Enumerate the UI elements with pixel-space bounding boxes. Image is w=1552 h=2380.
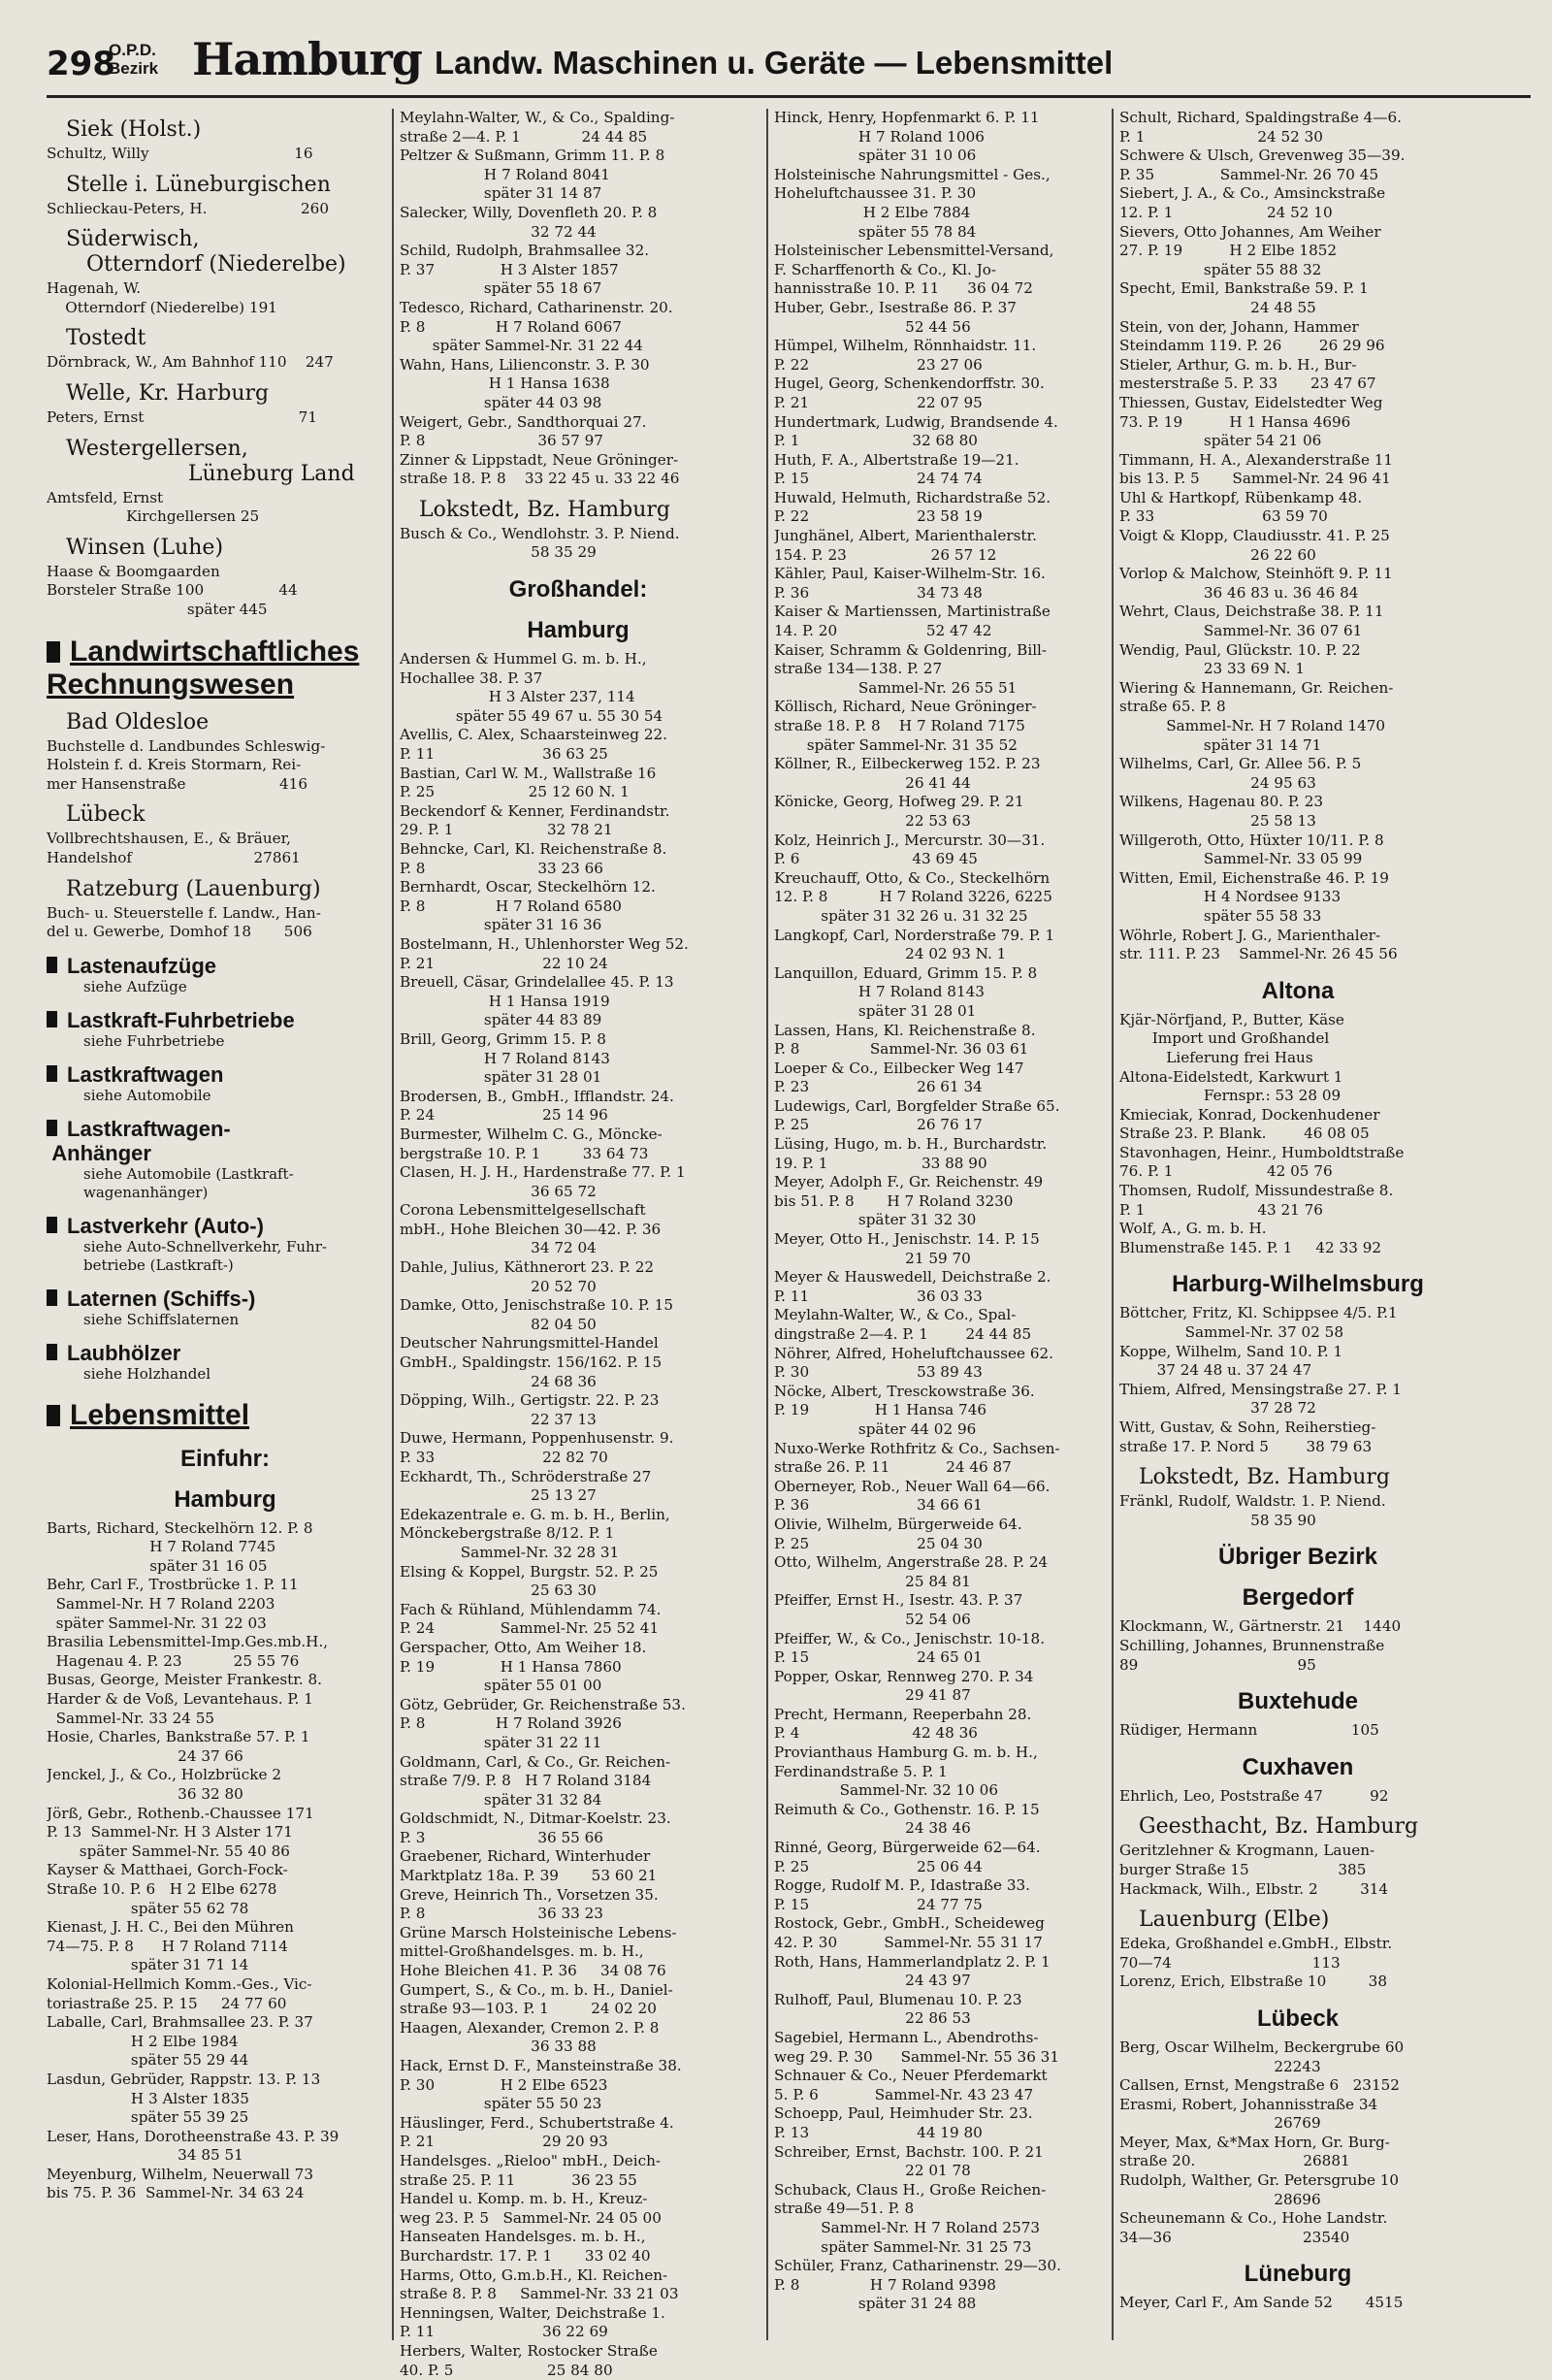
heading-text: Laubhölzer	[67, 1340, 181, 1365]
heading-text: Lastenaufzüge	[67, 953, 217, 978]
subheading: Lüneburg	[1244, 2261, 1352, 2288]
subheading: Hamburg	[527, 617, 630, 644]
square-bullet-icon	[47, 1405, 60, 1426]
square-bullet-icon	[47, 957, 57, 973]
entry-block: Kjär-Nörfjand, P., Butter, Käse Import und Großhandel Lieferung frei Haus Altona-Eidelstedt, Karkwurt 1 Fernspr.: 53 28 09 Kmieciak, Konrad, Dockenhudener Straße 23. P. Blank. 46 08 05 Stavonhagen, Heinr., Humboldtstraße 76. P. 1 42 05 76 Thomsen, Rudolf, Missundestraße 8. P. 1 43 21 76 Wolf, A., G. m. b. H. Blumenstraße 145. P. 1 42 33 92	[1119, 1010, 1405, 1256]
subheading: Übriger Bezirk	[1217, 1544, 1378, 1571]
column-1	[47, 109, 404, 2203]
entry-block: Buch- u. Steuerstelle f. Landw., Han- del u. Gewerbe, Domhof 18 506	[47, 903, 321, 941]
square-bullet-icon	[47, 1120, 57, 1136]
place-heading: Lokstedt, Bz. Hamburg	[1139, 1465, 1391, 1490]
cross-reference: siehe Schiffslaternen	[83, 1310, 240, 1328]
subheading: Altona	[1261, 977, 1335, 1004]
column-3	[774, 109, 1131, 2314]
category-heading	[47, 1062, 404, 1087]
place-heading: Geesthacht, Bz. Hamburg	[1139, 1814, 1419, 1840]
cross-reference: siehe Automobile (Lastkraft- wagenanhänger)	[83, 1164, 294, 1201]
square-bullet-icon	[47, 1289, 57, 1306]
entry-block: Berg, Oscar Wilhelm, Beckergrube 60 22243 Callsen, Ernst, Mengstraße 6 23152 Erasmi, Robert, Johannisstraße 34 26769 Meyer, Max, &*Max Horn, Gr. Burg- straße 20. 26881 Rudolph, Walther, Gr. Petersgrube 10 28696 Scheunemann & Co., Hohe Landstr. 34—36 23540	[1119, 2038, 1405, 2246]
opd-label	[109, 41, 158, 78]
square-bullet-icon	[47, 1344, 57, 1360]
heading-text: Lastverkehr (Auto-)	[67, 1213, 264, 1238]
bezirk-label: Bezirk	[109, 59, 159, 78]
subheading: Cuxhaven	[1242, 1753, 1354, 1780]
city-title: Hamburg	[192, 33, 422, 85]
place-heading: Bad Oldesloe	[66, 709, 210, 734]
entry-block: Fränkl, Rudolf, Waldstr. 1. P. Niend. 58 35 90	[1119, 1492, 1386, 1529]
entry-block: Schultz, Willy 16	[47, 145, 313, 162]
subheading: Bergedorf	[1242, 1584, 1354, 1612]
place-heading: Winsen (Luhe)	[66, 535, 224, 560]
entry-block: Meylahn-Walter, W., & Co., Spalding- straße 2—4. P. 1 24 44 85 Peltzer & Sußmann, Grimm 11. P. 8 H 7 Roland 8041 später 31 14 87 Salecker, Willy, Dovenfleth 20. P. 8 32 72 44 Schild, Rudolph, Brahmsallee 32. P. 37 H 3 Alster 1857 später 55 18 67 Tedesco, Richard, Catharinenstr. 20. P. 8 H 7 Roland 6067 später Sammel-Nr. 31 22 44 Wahn, Hans, Lilienconstr. 3. P. 30 H 1 Hansa 1638 später 44 03 98 Weigert, Gebr., Sandthorquai 27. P. 8 36 57 97 Zinner & Lippstadt, Neue Gröninger- straße 18. P. 8 33 22 45 u. 33 22 46	[400, 109, 680, 488]
column-divider	[392, 109, 394, 2340]
entry-block: Dörnbrack, W., Am Bahnhof 110 247	[47, 353, 334, 372]
entry-block: Vollbrechtshausen, E., & Bräuer, Handelshof 27861	[47, 830, 301, 866]
heading-text: Landwirtschaftliches Rechnungswesen	[47, 635, 360, 701]
entry-block: Buchstelle d. Landbundes Schleswig- Holstein f. d. Kreis Stormarn, Rei- mer Hansenstraße 416	[47, 736, 326, 793]
entry-block: Schlieckau-Peters, H. 260	[47, 199, 330, 217]
square-bullet-icon	[47, 1217, 57, 1233]
subheading: Lübeck	[1256, 2005, 1340, 2032]
square-bullet-icon	[47, 641, 60, 663]
entry-block: Peters, Ernst 71	[47, 408, 317, 426]
entry-block: Klockmann, W., Gärtnerstr. 21 1440 Schilling, Johannes, Brunnenstraße 89 95	[1119, 1617, 1402, 1674]
place-heading: Siek (Holst.)	[66, 117, 202, 142]
place-heading: Süderwisch, Otterndorf (Niederelbe)	[66, 227, 346, 277]
category-heading	[47, 954, 404, 978]
section-heading	[47, 1399, 404, 1432]
column-2	[400, 109, 757, 2380]
place-heading: Westergellersen, Lüneburg Land	[66, 436, 355, 486]
entry-block: Ehrlich, Leo, Poststraße 47 92	[1119, 1786, 1389, 1805]
cross-reference: siehe Holzhandel	[83, 1364, 211, 1383]
heading-text: Lebensmittel	[70, 1398, 250, 1431]
heading-text: Lastkraftwagen	[67, 1061, 224, 1087]
page-number: 298	[47, 45, 115, 83]
place-heading: Tostedt	[66, 326, 146, 351]
entry-block: Meyer, Carl F., Am Sande 52 4515	[1119, 2294, 1404, 2312]
entry-block: Barts, Richard, Steckelhörn 12. P. 8 H 7 Roland 7745 später 31 16 05 Behr, Carl F., Trostbrücke 1. P. 11 Sammel-Nr. H 7 Roland 2203 später Sammel-Nr. 31 22 03 Brasilia Lebensmittel-Imp.Ges.mb.H., Hagenau 4. P. 23 25 55 76 Busas, George, Meister Frankestr. 8. Harder & de Voß, Levantehaus. P. 1 Sammel-Nr. 33 24 55 Hosie, Charles, Bankstraße 57. P. 1 24 37 66 Jenckel, J., & Co., Holzbrücke 2 36 32 80 Jörß, Gebr., Rothenb.-Chaussee 171 P. 13 Sammel-Nr. H 3 Alster 171 später Sammel-Nr. 55 40 86 Kayser & Matthaei, Gorch-Fock- Straße 10. P. 6 H 2 Elbe 6278 später 55 62 78 Kienast, J. H. C., Bei den Mühren 74—75. P. 8 H 7 Roland 7114 später 31 71 14 Kolonial-Hellmich Komm.-Ges., Vic- toriastraße 25. P. 15 24 77 60 Laballe, Carl, Brahmsallee 23. P. 37 H 2 Elbe 1984 später 55 29 44 Lasdun, Gebrüder, Rappstr. 13. P. 13 H 3 Alster 1835 später 55 39 25 Leser, Hans, Dorotheenstraße 43. P. 39 34 85 51 Meyenburg, Wilhelm, Neuerwall 73 bis 75. P. 36 Sammel-Nr. 34 63 24	[47, 1518, 340, 2202]
subheading: Harburg-Wilhelmsburg	[1172, 1271, 1424, 1298]
running-title: Landw. Maschinen u. Geräte — Lebensmittel	[435, 45, 1114, 81]
place-heading: Lokstedt, Bz. Hamburg	[419, 497, 671, 522]
category-heading	[47, 1287, 404, 1311]
entry-block: Schult, Richard, Spaldingstraße 4—6. P. 1 24 52 30 Schwere & Ulsch, Grevenweg 35—39. P. 35 Sammel-Nr. 26 70 45 Siebert, J. A., & Co., Amsinckstraße 12. P. 1 24 52 10 Sievers, Otto Johannes, Am Weiher 27. P. 19 H 2 Elbe 1852 später 55 88 32 Specht, Emil, Bankstraße 59. P. 1 24 48 55 Stein, von der, Johann, Hammer Steindamm 119. P. 26 26 29 96 Stieler, Arthur, G. m. b. H., Bur- mesterstraße 5. P. 33 23 47 67 Thiessen, Gustav, Eidelstedter Weg 73. P. 19 H 1 Hansa 4696 später 54 21 06 Timmann, H. A., Alexanderstraße 11 bis 13. P. 5 Sammel-Nr. 24 96 41 Uhl & Hartkopf, Rübenkamp 48. P. 33 63 59 70 Voigt & Klopp, Claudiusstr. 41. P. 25 26 22 60 Vorlop & Malchow, Steinhöft 9. P. 11 36 46 83 u. 36 46 84 Wehrt, Claus, Deichstraße 38. P. 11 Sammel-Nr. 36 07 61 Wendig, Paul, Glückstr. 10. P. 22 23 33 69 N. 1 Wiering & Hannemann, Gr. Reichen- straße 65. P. 8 Sammel-Nr. H 7 Roland 1470 später 31 14 71 Wilhelms, Carl, Gr. Allee 56. P. 5 24 95 63 Wilkens, Hagenau 80. P. 23 25 58 13 Willgeroth, Otto, Hüxter 10/11. P. 8 Sammel-Nr. 33 05 99 Witten, Emil, Eichenstraße 46. P. 19 H 4 Nordsee 9133 später 55 58 33 Wöhrle, Robert J. G., Marienthaler- str. 111. P. 23 Sammel-Nr. 26 45 56	[1119, 109, 1406, 963]
subheading: Einfuhr:	[180, 1445, 270, 1472]
column-divider	[766, 109, 768, 2340]
category-heading	[47, 1214, 404, 1238]
cross-reference: siehe Automobile	[83, 1086, 211, 1104]
square-bullet-icon	[47, 1065, 57, 1082]
column-divider	[1112, 109, 1114, 2340]
page-header	[47, 27, 1531, 98]
heading-text: Lastkraftwagen- Anhänger	[51, 1116, 231, 1165]
cross-reference: siehe Aufzüge	[83, 977, 187, 995]
entry-block: Böttcher, Fritz, Kl. Schippsee 4/5. P.1 Sammel-Nr. 37 02 58 Koppe, Wilhelm, Sand 10. P. 1 37 24 48 u. 37 24 47 Thiem, Alfred, Mensingstraße 27. P. 1 37 28 72 Witt, Gustav, & Sohn, Reiherstieg- straße 17. P. Nord 5 38 79 63	[1119, 1304, 1402, 1455]
entry-block: Hinck, Henry, Hopfenmarkt 6. P. 11 H 7 Roland 1006 später 31 10 06 Holsteinische Nahrungsmittel - Ges., Hoheluftchaussee 31. P. 30 H 2 Elbe 7884 später 55 78 84 Holsteinischer Lebensmittel-Versand, F. Scharffenorth & Co., Kl. Jo- hannisstraße 10. P. 11 36 04 72 Huber, Gebr., Isestraße 86. P. 37 52 44 56 Hümpel, Wilhelm, Rönnhaidstr. 11. P. 22 23 27 06 Hugel, Georg, Schenkendorffstr. 30. P. 21 22 07 95 Hundertmark, Ludwig, Brandsende 4. P. 1 32 68 80 Huth, F. A., Albertstraße 19—21. P. 15 24 74 74 Huwald, Helmuth, Richardstraße 52. P. 22 23 58 19 Junghänel, Albert, Marienthalerstr. 154. P. 23 26 57 12 Kähler, Paul, Kaiser-Wilhelm-Str. 16. P. 36 34 73 48 Kaiser & Martienssen, Martinistraße 14. P. 20 52 47 42 Kaiser, Schramm & Goldenring, Bill- straße 134—138. P. 27 Sammel-Nr. 26 55 51 Köllisch, Richard, Neue Gröninger- straße 18. P. 8 H 7 Roland 7175 später Sammel-Nr. 31 35 52 Köllner, R., Eilbeckerweg 152. P. 23 26 41 44 Könicke, Georg, Hofweg 29. P. 21 22 53 63 Kolz, Heinrich J., Mercurstr. 30—31. P. 6 43 69 45 Kreuchauff, Otto, & Co., Steckelhörn 12. P. 8 H 7 Roland 3226, 6225 später 31 32 26 u. 31 32 25 Langkopf, Carl, Norderstraße 79. P. 1 24 02 93 N. 1 Lanquillon, Eduard, Grimm 15. P. 8 H 7 Roland 8143 später 31 28 01 Lassen, Hans, Kl. Reichenstraße 8. P. 8 Sammel-Nr. 36 03 61 Loeper & Co., Eilbecker Weg 147 P. 23 26 61 34 Ludewigs, Carl, Borgfelder Straße 65. P. 25 26 76 17 Lüsing, Hugo, m. b. H., Burchardstr. 19. P. 1 33 88 90 Meyer, Adolph F., Gr. Reichenstr. 49 bis 51. P. 8 H 7 Roland 3230 später 31 32 30 Meyer, Otto H., Jenischstr. 14. P. 15 21 59 70 Meyer & Hauswedell, Deichstraße 2. P. 11 36 03 33 Meylahn-Walter, W., & Co., Spal- dingstraße 2—4. P. 1 24 44 85 Nöhrer, Alfred, Hoheluftchaussee 62. P. 30 53 89 43 Nöcke, Albert, Tresckowstraße 36. P. 19 H 1 Hansa 746 später 44 02 96 Nuxo-Werke Rothfritz & Co., Sachsen- straße 26. P. 11 24 46 87 Oberneyer, Rob., Neuer Wall 64—66. P. 36 34 66 61 Olivie, Wilhelm, Bürgerweide 64. P. 25 25 04 30 Otto, Wilhelm, Angerstraße 28. P. 24 25 84 81 Pfeiffer, Ernst H., Isestr. 43. P. 37 52 54 06 Pfeiffer, W., & Co., Jenischstr. 10-18. P. 15 24 65 01 Popper, Oskar, Rennweg 270. P. 34 29 41 87 Precht, Hermann, Reeperbahn 28. P. 4 42 48 36 Provianthaus Hamburg G. m. b. H., Ferdinandstraße 5. P. 1 Sammel-Nr. 32 10 06 Reimuth & Co., Gothenstr. 16. P. 15 24 38 46 Rinné, Georg, Bürgerweide 62—64. P. 25 25 06 44 Rogge, Rudolf M. P., Idastraße 33. P. 15 24 77 75 Rostock, Gebr., GmbH., Scheideweg 42. P. 30 Sammel-Nr. 55 31 17 Roth, Hans, Hammerlandplatz 2. P. 1 24 43 97 Rulhoff, Paul, Blumenau 10. P. 23 22 86 53 Sagebiel, Hermann L., Abendroths- weg 29. P. 30 Sammel-Nr. 55 36 31 Schnauer & Co., Neuer Pferdemarkt 5. P. 6 Sammel-Nr. 43 23 47 Schoepp, Paul, Heimhuder Str. 23. P. 13 44 19 80 Schreiber, Ernst, Bachstr. 100. P. 21 22 01 78 Schuback, Claus H., Große Reichen- straße 49—51. P. 8 Sammel-Nr. H 7 Roland 2573 später Sammel-Nr. 31 25 73 Schüler, Franz, Catharinenstr. 29—30. P. 8 H 7 Roland 9398 später 31 24 88	[774, 109, 1061, 2313]
place-heading: Stelle i. Lüneburgischen	[66, 172, 331, 197]
place-heading: Welle, Kr. Harburg	[66, 380, 270, 406]
entry-block: Andersen & Hummel G. m. b. H., Hochallee 38. P. 37 H 3 Alster 237, 114 später 55 49 67 u. 55 30 54 Avellis, C. Alex, Schaarsteinweg 22. P. 11 36 63 25 Bastian, Carl W. M., Wallstraße 16 P. 25 25 12 60 N. 1 Beckendorf & Kenner, Ferdinandstr. 29. P. 1 32 78 21 Behncke, Carl, Kl. Reichenstraße 8. P. 8 33 23 66 Bernhardt, Oscar, Steckelhörn 12. P. 8 H 7 Roland 6580 später 31 16 36 Bostelmann, H., Uhlenhorster Weg 52. P. 21 22 10 24 Breuell, Cäsar, Grindelallee 45. P. 13 H 1 Hansa 1919 später 44 83 89 Brill, Georg, Grimm 15. P. 8 H 7 Roland 8143 später 31 28 01 Brodersen, B., GmbH., Ifflandstr. 24. P. 24 25 14 96 Burmester, Wilhelm C. G., Möncke- bergstraße 10. P. 1 33 64 73 Clasen, H. J. H., Hardenstraße 77. P. 1 36 65 72 Corona Lebensmittelgesellschaft mbH., Hohe Bleichen 30—42. P. 36 34 72 04 Dahle, Julius, Käthnerort 23. P. 22 20 52 70 Damke, Otto, Jenischstraße 10. P. 15 82 04 50 Deutscher Nahrungsmittel-Handel GmbH., Spaldingstr. 156/162. P. 15 24 68 36 Döpping, Wilh., Gertigstr. 22. P. 23 22 37 13 Duwe, Hermann, Poppenhusenstr. 9. P. 33 22 82 70 Eckhardt, Th., Schröderstraße 27 25 13 27 Edekazentrale e. G. m. b. H., Berlin, Mönckebergstraße 8/12. P. 1 Sammel-Nr. 32 28 31 Elsing & Koppel, Burgstr. 52. P. 25 25 63 30 Fach & Rühland, Mühlendamm 74. P. 24 Sammel-Nr. 25 52 41 Gerspacher, Otto, Am Weiher 18. P. 19 H 1 Hansa 7860 später 55 01 00 Götz, Gebrüder, Gr. Reichenstraße 53. P. 8 H 7 Roland 3926 später 31 22 11 Goldmann, Carl, & Co., Gr. Reichen- straße 7/9. P. 8 H 7 Roland 3184 später 31 32 84 Goldschmidt, N., Ditmar-Koelstr. 23. P. 3 36 55 66 Graebener, Richard, Winterhuder Marktplatz 18a. P. 39 53 60 21 Greve, Heinrich Th., Vorsetzen 35. P. 8 36 33 23 Grüne Marsch Holsteinische Lebens- mittel-Großhandelsges. m. b. H., Hohe Bleichen 41. P. 36 34 08 76 Gumpert, S., & Co., m. b. H., Daniel- straße 93—103. P. 1 24 02 20 Haagen, Alexander, Cremon 2. P. 8 36 33 88 Hack, Ernst D. F., Mansteinstraße 38. P. 30 H 2 Elbe 6523 später 55 50 23 Häuslinger, Ferd., Schubertstraße 4. P. 21 29 20 93 Handelsges. „Rieloo" mbH., Deich- straße 25. P. 11 36 23 55 Handel u. Komp. m. b. H., Kreuz- weg 23. P. 5 Sammel-Nr. 24 05 00 Hanseaten Handelsges. m. b. H., Burchardstr. 17. P. 1 33 02 40 Harms, Otto, G.m.b.H., Kl. Reichen- straße 8. P. 8 Sammel-Nr. 33 21 03 Henningsen, Walter, Deichstraße 1. P. 11 36 22 69 Herbers, Walter, Rostocker Straße 40. P. 5 25 84 80	[400, 650, 689, 2379]
square-bullet-icon	[47, 1011, 57, 1027]
subheading: Hamburg	[174, 1485, 276, 1513]
entry-block: Haase & Boomgaarden Borsteler Straße 100 44 später 445	[47, 562, 298, 618]
entry-block: Edeka, Großhandel e.GmbH., Elbstr. 70—74 113 Lorenz, Erich, Elbstraße 10 38	[1119, 1935, 1393, 1991]
place-heading: Lauenburg (Elbe)	[1139, 1907, 1330, 1933]
category-heading	[47, 1008, 404, 1032]
cross-reference: siehe Fuhrbetriebe	[83, 1031, 225, 1050]
category-heading	[47, 1117, 404, 1165]
heading-text: Lastkraft-Fuhrbetriebe	[67, 1007, 295, 1032]
opd-abbrev: O.P.D.	[109, 41, 156, 59]
entry-block: Hagenah, W. Otterndorf (Niederelbe) 191	[47, 279, 277, 316]
column-4	[1119, 109, 1476, 2313]
subheading: Buxtehude	[1237, 1688, 1358, 1715]
section-heading	[47, 636, 404, 701]
cross-reference: siehe Auto-Schnellverkehr, Fuhr- betriebe (Lastkraft-)	[83, 1237, 327, 1274]
subheading: Großhandel:	[508, 576, 648, 603]
heading-text: Laternen (Schiffs-)	[67, 1286, 256, 1311]
entry-block: Amtsfeld, Ernst Kirchgellersen 25	[47, 488, 260, 526]
entry-block: Rüdiger, Hermann 105	[1119, 1721, 1379, 1740]
entry-block: Geritzlehner & Krogmann, Lauen- burger Straße 15 385 Hackmack, Wilh., Elbstr. 2 314	[1119, 1842, 1389, 1898]
category-heading	[47, 1341, 404, 1365]
entry-block: Busch & Co., Wendlohstr. 3. P. Niend. 58 35 29	[400, 524, 680, 562]
place-heading: Ratzeburg (Lauenburg)	[66, 876, 321, 901]
place-heading: Lübeck	[66, 802, 146, 828]
